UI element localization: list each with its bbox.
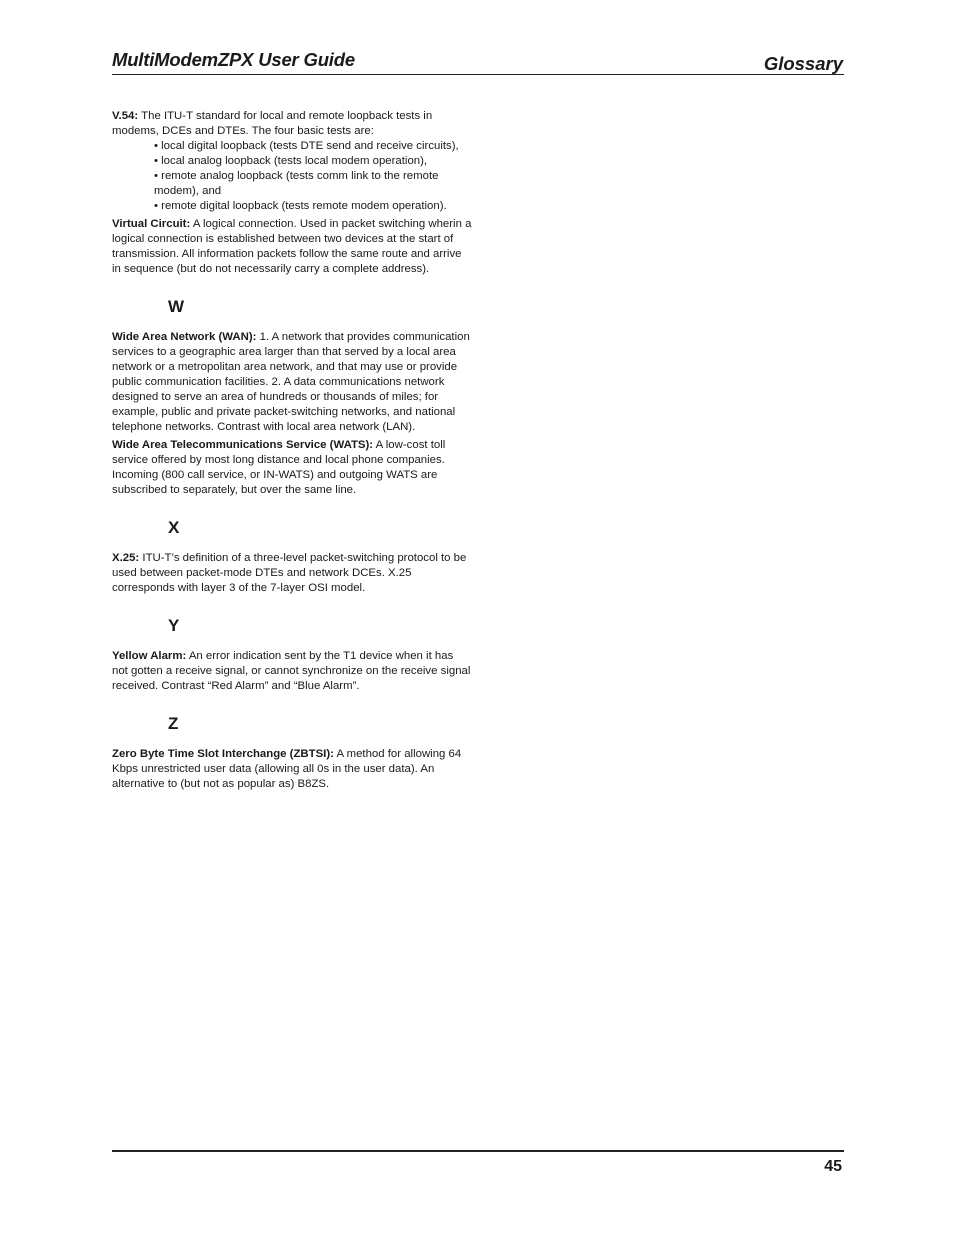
- section-letter-z: Z: [168, 714, 179, 733]
- entry-term: X.25:: [112, 552, 140, 564]
- entry-definition: An error indication sent by the T1 device when it has not gotten a receive signal, or cannot synchronize on the receive signal received. Contrast “Red Alarm” and “Blue Alarm”.: [112, 650, 471, 692]
- glossary-entry-zbtsi: [112, 747, 472, 792]
- document-title: MultiModemZPX User Guide: [112, 49, 355, 70]
- list-item: • remote analog loopback (tests comm link to the remote modem), and: [154, 170, 439, 197]
- entry-definition: The ITU-T standard for local and remote loopback tests in modems, DCEs and DTEs. The four basic tests are:: [112, 110, 433, 137]
- loopback-test-list: [112, 139, 472, 214]
- footer-divider: [112, 1150, 844, 1152]
- glossary-entry-wan: [112, 330, 472, 435]
- glossary-entry-v54: [112, 109, 472, 214]
- entry-definition: A low-cost toll service offered by most long distance and local phone companies. Incoming (800 call service, or IN-WATS) and outgoing WATS are subscribed to separately, but over the same line.: [112, 439, 446, 496]
- section-letter-x: X: [168, 518, 180, 537]
- entry-definition: 1. A network that provides communication services to a geographic area larger than that served by a local area network or a metropolitan area network, and that may use or provide public communication facilities. 2. A data communications network designed to serve an area of hundreds or thousands of miles; for example, public and private packet-switching networks, and national telephone networks. Contrast with local area network (LAN).: [112, 331, 470, 433]
- glossary-content: [112, 109, 472, 795]
- list-item: • local analog loopback (tests local modem operation),: [154, 155, 428, 167]
- entry-term: Yellow Alarm:: [112, 650, 187, 662]
- list-item: • remote digital loopback (tests remote modem operation).: [154, 200, 447, 212]
- entry-term: Wide Area Network (WAN):: [112, 331, 257, 343]
- page-number: 45: [824, 1158, 842, 1175]
- glossary-entry-x25: [112, 551, 472, 596]
- entry-term: Virtual Circuit:: [112, 218, 191, 230]
- entry-term: Wide Area Telecommunications Service (WATS):: [112, 439, 374, 451]
- list-item: • local digital loopback (tests DTE send and receive circuits),: [154, 140, 459, 152]
- entry-definition: A method for allowing 64 Kbps unrestricted user data (allowing all 0s in the user data). An alternative to (but not as popular as) B8ZS.: [112, 748, 462, 790]
- entry-definition: ITU-T’s definition of a three-level packet-switching protocol to be used between packet-mode DTEs and network DCEs. X.25 corresponds with layer 3 of the 7-layer OSI model.: [112, 552, 467, 594]
- section-letter-y: Y: [168, 616, 180, 635]
- glossary-entry-yellow-alarm: [112, 649, 472, 694]
- entry-term: Zero Byte Time Slot Interchange (ZBTSI):: [112, 748, 334, 760]
- entry-term: V.54:: [112, 110, 139, 122]
- header-divider: [112, 74, 844, 75]
- glossary-entry-wats: [112, 438, 472, 498]
- glossary-entry-virtual-circuit: [112, 217, 472, 277]
- section-letter-w: W: [168, 297, 185, 316]
- entry-definition: A logical connection. Used in packet switching wherin a logical connection is established between two devices at the start of transmission. All information packets follow the same route and arrive in sequence (but do not necessarily carry a complete address).: [112, 218, 472, 275]
- section-title: Glossary: [763, 53, 843, 74]
